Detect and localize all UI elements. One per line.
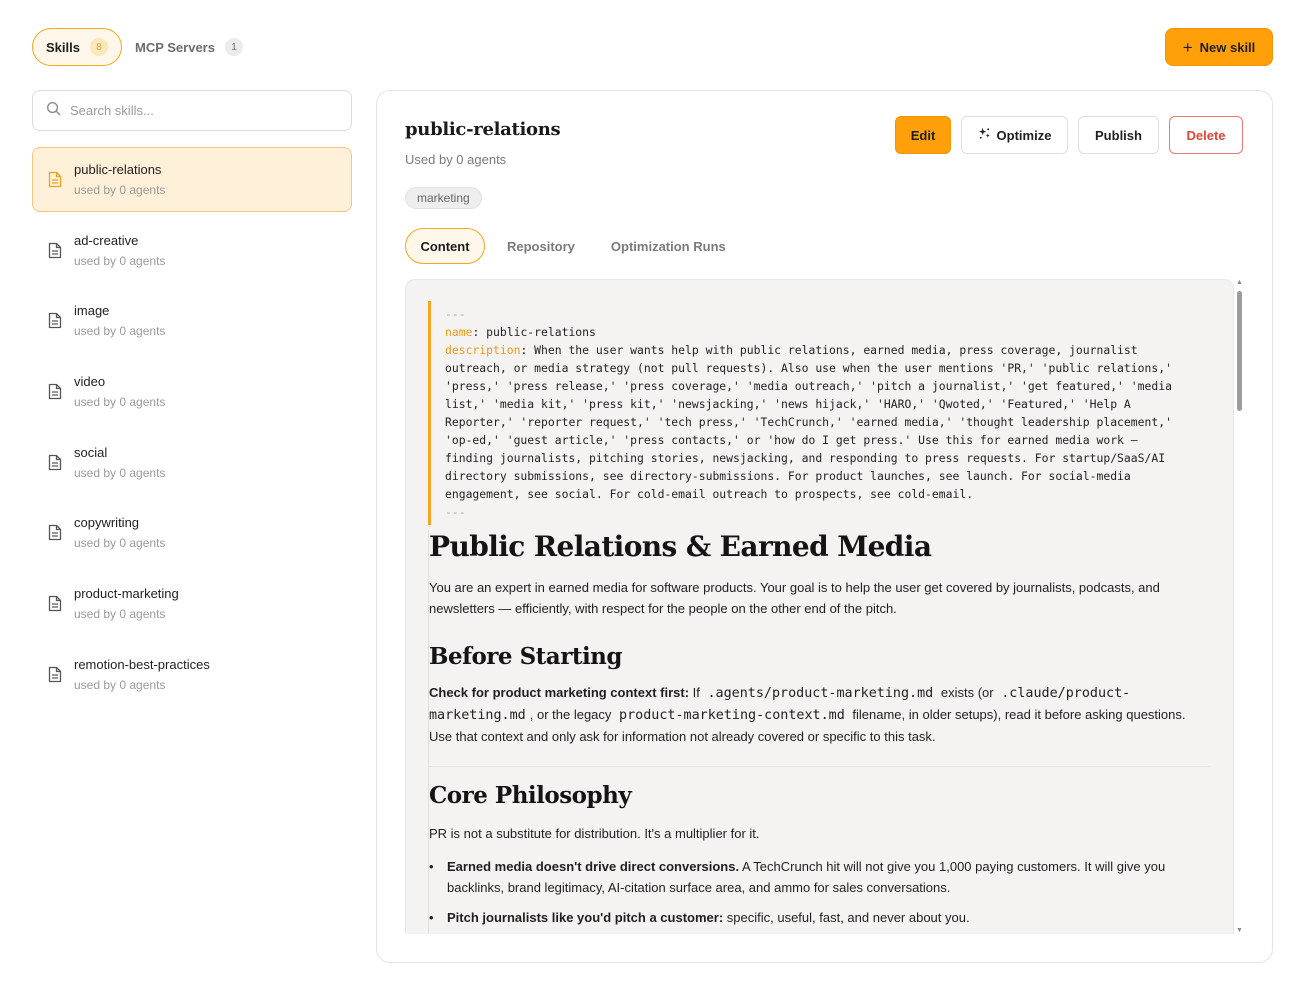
skill-item-copywriting[interactable] (32, 500, 352, 565)
skill-list (32, 147, 352, 713)
document-icon (46, 453, 64, 471)
list-item (429, 907, 1209, 928)
skill-detail-panel (376, 90, 1273, 963)
inline-code: product-marketing-context.md (619, 708, 845, 723)
new-skill-label: New skill (1199, 39, 1256, 55)
document-icon (46, 171, 64, 189)
scroll-down-arrow-icon[interactable]: ▼ (1236, 927, 1243, 934)
skill-item-image[interactable] (32, 288, 352, 353)
document-icon (46, 595, 64, 613)
text: filename, in older setups), read it before asking questions. Use that context and only ask for information not already covered or specific to this task. (429, 707, 1186, 744)
text: specific, useful, fast, and never about you. (723, 910, 970, 925)
content-scrollbar[interactable] (1235, 279, 1245, 934)
frontmatter-line: outreach, or media strategy (not pull requests). Also use when the user mentions 'PR,' 'public relations,' (445, 361, 1172, 375)
frontmatter-block (428, 301, 1208, 525)
document-icon (46, 312, 64, 330)
new-skill-button[interactable] (1165, 28, 1273, 66)
document-icon (46, 524, 64, 542)
skill-content-viewer[interactable] (405, 279, 1234, 934)
frontmatter-end: --- (445, 505, 466, 519)
frontmatter-line: list,' 'media kit,' 'press kit,' 'newsjacking,' 'news hijack,' 'HARO,' 'Qwoted,' 'Featured,' 'Help A (445, 397, 1131, 411)
tab-repository[interactable]: Repository (507, 238, 575, 254)
skills-count-badge: 8 (90, 38, 108, 56)
edit-button[interactable]: Edit (895, 116, 951, 154)
search-box (32, 90, 352, 131)
tab-optimization-runs[interactable]: Optimization Runs (610, 238, 726, 254)
markdown-core-intro: PR is not a substitute for distribution. It's a multiplier for it. (429, 826, 760, 841)
frontmatter-line: finding journalists, pitching stories, newsjacking, and responding to press requests. For startup/SaaS/AI (445, 451, 1166, 465)
tab-mcp-servers-label: MCP Servers (135, 39, 215, 55)
frontmatter-description-line (445, 341, 1208, 359)
tab-skills-label: Skills (46, 39, 80, 55)
frontmatter-key: name (445, 325, 473, 339)
markdown-intro: You are an expert in earned media for software products. Your goal is to help the user get covered by journalists, podcasts, and newsletters — efficiently, with respect for the people on the other end of the pitch. (429, 580, 1160, 616)
markdown-h1: Public Relations & Earned Media (429, 530, 932, 563)
skill-tag: marketing (405, 187, 482, 209)
skill-usage: used by 0 agents (74, 324, 166, 339)
skill-name: copywriting (74, 515, 140, 531)
frontmatter-line: directory submissions, see directory-submissions. For product launches, see launch. For social-media (445, 469, 1131, 483)
inline-code: .claude/product-marketing.md (429, 686, 1131, 723)
frontmatter-line: 'op-ed,' 'guest article,' 'press contacts,' or 'how do I get press.' Use this for earned media work — (445, 433, 1138, 447)
document-icon (46, 241, 64, 259)
frontmatter-line: engagement, see social. For cold-email outreach to prospects, see cold-email. (445, 487, 974, 501)
text: If (689, 685, 704, 700)
skill-item-product-marketing[interactable] (32, 571, 352, 636)
skill-usage: used by 0 agents (74, 395, 166, 410)
delete-button[interactable]: Delete (1169, 116, 1243, 154)
skill-title: public-relations (405, 119, 561, 140)
bold-text: Check for product marketing context first: (429, 685, 690, 700)
skill-item-social[interactable] (32, 430, 352, 495)
plus-icon: + (1182, 37, 1193, 57)
frontmatter-line: Reporter,' 'reporter request,' 'tech press,' 'TechCrunch,' 'earned media,' 'thought leadership placement,' (445, 415, 1172, 429)
skill-name: product-marketing (74, 586, 179, 602)
skill-name: public-relations (74, 162, 162, 177)
document-icon (46, 665, 64, 683)
tab-mcp-servers[interactable] (122, 28, 257, 66)
skill-name: video (74, 374, 106, 390)
skill-name: ad-creative (74, 232, 139, 248)
frontmatter-line: 'press,' 'press release,' 'press coverage,' 'media outreach,' 'pitch a journalist,' 'get featured,' 'media (445, 379, 1172, 393)
optimize-label: Optimize (996, 127, 1052, 143)
document-icon (46, 383, 64, 401)
skill-item-video[interactable] (32, 359, 352, 424)
skill-item-ad-creative[interactable] (32, 218, 352, 283)
search-icon (46, 101, 61, 121)
skill-name: social (74, 444, 108, 460)
skill-usage: used by 0 agents (74, 253, 166, 268)
bold-text: Pitch journalists like you'd pitch a customer: (447, 910, 724, 925)
skill-usage: used by 0 agents (74, 536, 166, 551)
scroll-up-arrow-icon[interactable]: ▲ (1236, 279, 1243, 286)
skill-name: remotion-best-practices (74, 656, 210, 672)
detail-tabs (405, 228, 726, 264)
markdown-bullet-list (429, 856, 1209, 928)
markdown-before-paragraph (429, 682, 1199, 747)
list-item (429, 856, 1209, 898)
tab-skills[interactable] (32, 28, 122, 66)
frontmatter-value: : public-relations (472, 325, 596, 339)
frontmatter-key: description (445, 343, 521, 357)
skill-usage: used by 0 agents (74, 183, 166, 197)
markdown-h2-before-starting: Before Starting (429, 643, 622, 670)
frontmatter-start: --- (445, 307, 466, 321)
search-input[interactable] (70, 103, 330, 118)
mcp-count-badge: 1 (225, 38, 243, 56)
inline-code: .agents/product-marketing.md (707, 686, 934, 701)
bold-text: Earned media doesn't drive direct conversions. (447, 859, 740, 874)
action-buttons (895, 116, 1243, 154)
sparkles-icon (978, 127, 991, 143)
skill-used-by: Used by 0 agents (405, 152, 507, 167)
tab-content[interactable]: Content (405, 228, 485, 264)
frontmatter-value: : When the user wants help with public relations, earned media, press coverage, journalist (520, 343, 1138, 357)
skill-item-remotion-best-practices[interactable] (32, 642, 352, 707)
skill-name: image (74, 303, 110, 319)
top-tabs (32, 28, 257, 66)
text: A TechCrunch hit will not give you 1,000 paying customers. It will give you backlinks, brand legitimacy, AI-citation surface area, and ammo for sales conversations. (447, 859, 1166, 895)
skill-item-public-relations[interactable] (32, 147, 352, 212)
markdown-h2-core-philosophy: Core Philosophy (429, 782, 632, 809)
optimize-button[interactable] (961, 116, 1068, 154)
frontmatter-name-line (445, 323, 1208, 341)
skill-usage: used by 0 agents (74, 465, 166, 480)
skill-usage: used by 0 agents (74, 677, 166, 692)
publish-button[interactable]: Publish (1078, 116, 1159, 154)
skill-usage: used by 0 agents (74, 607, 166, 622)
text: , or the legacy (529, 707, 616, 722)
text: exists (or (937, 685, 998, 700)
scroll-thumb[interactable] (1237, 291, 1242, 411)
